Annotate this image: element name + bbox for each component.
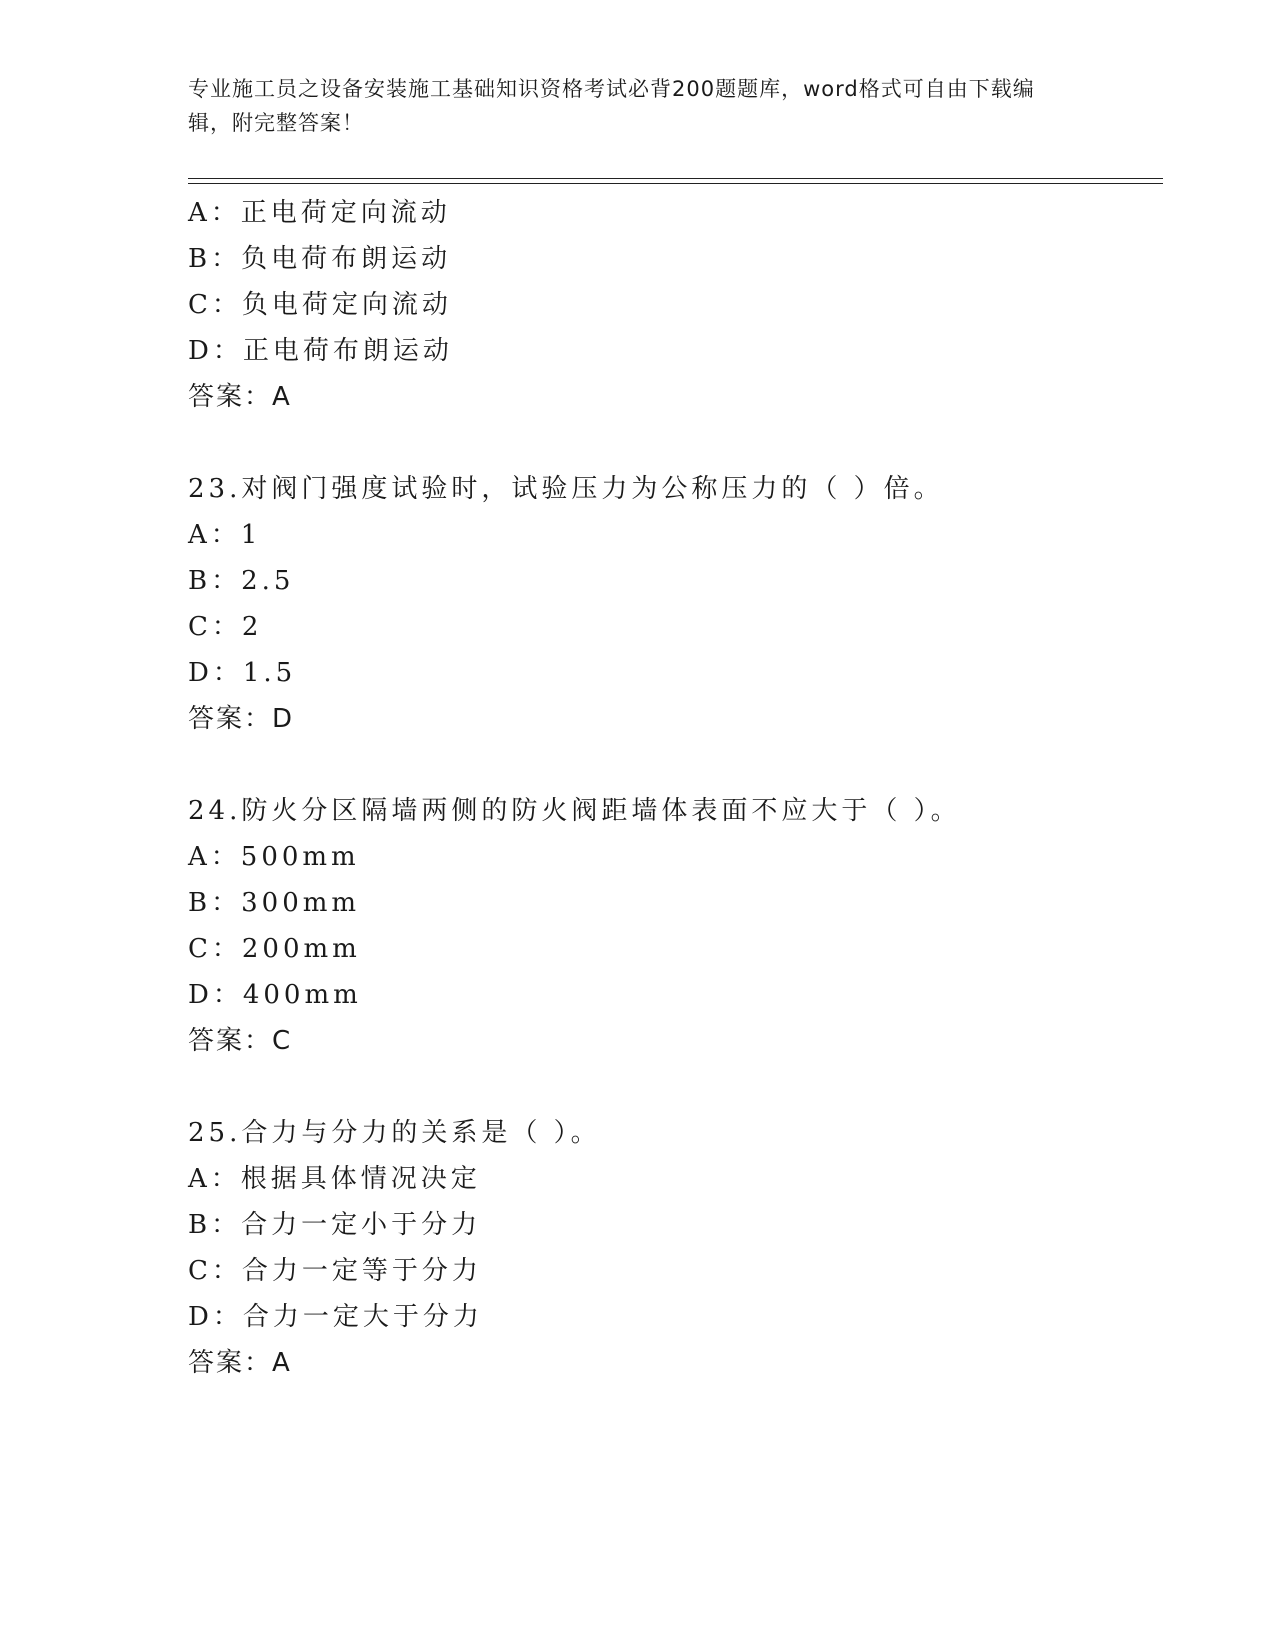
spacer bbox=[188, 420, 1163, 466]
spacer bbox=[188, 742, 1163, 788]
question-text: 23.对阀门强度试验时，试验压力为公称压力的（ ）倍。 bbox=[188, 474, 944, 504]
option-b: B：负电荷布朗运动 bbox=[188, 244, 452, 274]
option-b: B：合力一定小于分力 bbox=[188, 1210, 482, 1240]
option-d: D：合力一定大于分力 bbox=[188, 1302, 483, 1332]
option-b: B：2.5 bbox=[188, 566, 295, 596]
option-c: C：200mm bbox=[188, 934, 361, 964]
header-divider-bottom bbox=[188, 183, 1163, 184]
option-d: D：400mm bbox=[188, 980, 362, 1010]
option-a: A：根据具体情况决定 bbox=[188, 1164, 481, 1194]
answer-line: 答案：D bbox=[188, 704, 295, 734]
question-23 bbox=[188, 466, 1163, 742]
option-c: C：2 bbox=[188, 612, 263, 642]
option-c: C：负电荷定向流动 bbox=[188, 290, 452, 320]
header-divider-top bbox=[188, 178, 1163, 179]
option-a: A：500mm bbox=[188, 842, 360, 872]
question-text: 24.防火分区隔墙两侧的防火阀距墙体表面不应大于（ ）。 bbox=[188, 796, 961, 826]
question-list bbox=[188, 190, 1163, 1386]
answer-line: 答案：A bbox=[188, 1348, 292, 1378]
option-d: D：1.5 bbox=[188, 658, 297, 688]
answer-line: 答案：C bbox=[188, 1026, 293, 1056]
spacer bbox=[188, 1064, 1163, 1110]
document-header: 专业施工员之设备安装施工基础知识资格考试必背200题题库，word格式可自由下载编辑，附完整答案！ bbox=[188, 77, 1035, 135]
option-a: A：正电荷定向流动 bbox=[188, 198, 451, 228]
question-22-continued bbox=[188, 190, 1163, 420]
answer-line: 答案：A bbox=[188, 382, 292, 412]
option-c: C：合力一定等于分力 bbox=[188, 1256, 482, 1286]
option-d: D：正电荷布朗运动 bbox=[188, 336, 453, 366]
option-b: B：300mm bbox=[188, 888, 361, 918]
option-a: A：1 bbox=[188, 520, 262, 550]
question-24 bbox=[188, 788, 1163, 1064]
question-25 bbox=[188, 1110, 1163, 1386]
question-text: 25.合力与分力的关系是（ ）。 bbox=[188, 1118, 601, 1148]
